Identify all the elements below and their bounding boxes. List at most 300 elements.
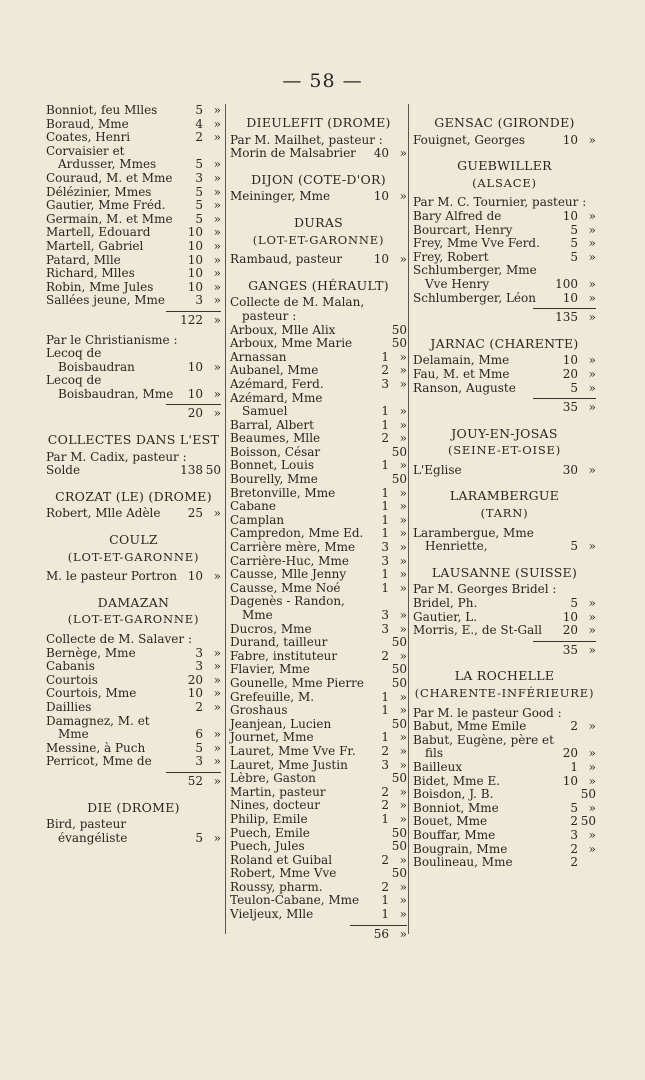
donor-row bbox=[230, 555, 407, 569]
donor-name: Martell, Gabriel bbox=[46, 238, 144, 253]
amount-centimes: » bbox=[399, 252, 407, 267]
total-francs: 56 bbox=[373, 926, 389, 941]
donor-name: Camplan bbox=[230, 512, 285, 527]
amount-francs: 10 bbox=[187, 386, 203, 401]
donor-name: Bouet, Mme bbox=[413, 814, 488, 829]
amount-francs: 2 bbox=[570, 719, 578, 734]
amount-centimes: » bbox=[399, 404, 407, 419]
donor-row bbox=[230, 840, 407, 854]
amount-centimes: » bbox=[588, 366, 596, 381]
amount-centimes: » bbox=[588, 353, 596, 368]
amount-francs: 2 bbox=[381, 431, 389, 446]
amount-centimes: » bbox=[399, 417, 407, 432]
collector-line: Par M. C. Tournier, pasteur : bbox=[413, 195, 587, 210]
donor-name: Carrière-Huc, Mme bbox=[230, 553, 349, 568]
donor-name: Boisdon, J. B. bbox=[413, 787, 494, 802]
amount-centimes: » bbox=[399, 431, 407, 446]
donor-name: Barral, Albert bbox=[230, 417, 314, 432]
entry-block bbox=[413, 159, 596, 325]
region-subheading: (SEINE-ET-OISE) bbox=[447, 443, 562, 458]
total-francs: 135 bbox=[555, 310, 578, 325]
location-heading: DAMAZAN bbox=[97, 594, 170, 610]
donor-name: Causse, Mlle Jenny bbox=[230, 567, 347, 582]
location-heading: DIE (DROME) bbox=[87, 799, 180, 815]
amount-centimes: » bbox=[588, 800, 596, 815]
donor-row bbox=[230, 337, 407, 351]
donor-row bbox=[230, 190, 407, 204]
amount-centimes: » bbox=[399, 648, 407, 663]
total-centimes: » bbox=[588, 310, 596, 325]
amount-francs: 1 bbox=[381, 485, 389, 500]
amount-centimes: 50 bbox=[391, 336, 407, 351]
donor-name: Boulineau, Mme bbox=[413, 855, 513, 870]
donor-row bbox=[413, 788, 596, 802]
region-subheading: (LOT-ET-GARONNE) bbox=[67, 549, 200, 564]
donor-name: Messine, à Puch bbox=[46, 740, 146, 755]
donor-row bbox=[230, 731, 407, 745]
amount-francs: 3 bbox=[381, 757, 389, 772]
column-right bbox=[413, 104, 596, 870]
entry-block bbox=[46, 490, 221, 521]
amount-francs: 3 bbox=[570, 827, 578, 842]
amount-francs: 25 bbox=[187, 506, 203, 521]
amount-centimes: » bbox=[588, 276, 596, 291]
donor-name: Grefeuille, M. bbox=[230, 689, 315, 704]
donor-name: Gautier, Mme Fréd. bbox=[46, 198, 166, 213]
donor-row bbox=[413, 464, 596, 478]
amount-centimes: » bbox=[213, 116, 221, 131]
amount-francs: 30 bbox=[562, 462, 578, 477]
location-heading: CROZAT (LE) (DROME) bbox=[55, 488, 212, 504]
block-total bbox=[350, 925, 407, 942]
donor-name: Martell, Edouard bbox=[46, 225, 151, 240]
amount-francs: 10 bbox=[187, 266, 203, 281]
amount-centimes: » bbox=[213, 645, 221, 660]
donor-row bbox=[413, 134, 596, 148]
donor-name: Daillies bbox=[46, 699, 92, 714]
donor-name: Boisson, César bbox=[230, 444, 321, 459]
donor-name: Bourcart, Henry bbox=[413, 222, 513, 237]
amount-centimes: » bbox=[213, 672, 221, 687]
amount-francs: 1 bbox=[381, 907, 389, 922]
amount-francs: 1 bbox=[381, 811, 389, 826]
amount-centimes: » bbox=[213, 569, 221, 584]
amount-centimes: » bbox=[399, 189, 407, 204]
amount-centimes: » bbox=[399, 363, 407, 378]
donor-name: Bernège, Mme bbox=[46, 645, 136, 660]
donor-row bbox=[46, 818, 221, 845]
donor-row bbox=[46, 213, 221, 227]
donor-name: Corvaisier et Ardusser, Mmes bbox=[46, 143, 157, 172]
donor-name: Azémard, Ferd. bbox=[230, 376, 324, 391]
donor-name: Martin, pasteur bbox=[230, 784, 326, 799]
amount-centimes: 50 bbox=[391, 662, 407, 677]
collector-line: Collecte de M. Malan, pasteur : bbox=[230, 295, 365, 323]
amount-centimes: » bbox=[588, 596, 596, 611]
donor-row bbox=[413, 597, 596, 611]
donor-row bbox=[413, 843, 596, 857]
amount-centimes: » bbox=[213, 386, 221, 401]
donor-row bbox=[230, 691, 407, 705]
location-heading: GUEBWILLER bbox=[457, 158, 552, 174]
donor-row bbox=[230, 392, 407, 419]
entry-block bbox=[413, 116, 596, 147]
donor-name: Cabane bbox=[230, 499, 277, 514]
donor-name: Ducros, Mme bbox=[230, 621, 312, 636]
amount-francs: 1 bbox=[570, 759, 578, 774]
donor-name: Bidet, Mme E. bbox=[413, 773, 501, 788]
block-total bbox=[166, 772, 221, 789]
amount-francs: 2 bbox=[381, 743, 389, 758]
donor-row bbox=[230, 718, 407, 732]
amount-centimes: » bbox=[399, 621, 407, 636]
amount-centimes: » bbox=[213, 157, 221, 172]
donor-name: Lecoq de Boisbaudran bbox=[46, 346, 135, 374]
amount-francs: 1 bbox=[381, 526, 389, 541]
amount-francs: 3 bbox=[195, 170, 203, 185]
donor-name: Roussy, pharm. bbox=[230, 879, 323, 894]
total-centimes: » bbox=[588, 400, 596, 415]
donor-row bbox=[413, 368, 596, 382]
amount-centimes: » bbox=[399, 907, 407, 922]
amount-francs: 2 bbox=[381, 852, 389, 867]
donor-row bbox=[230, 799, 407, 813]
location-heading: LARAMBERGUE bbox=[449, 488, 560, 504]
amount-centimes: » bbox=[399, 608, 407, 622]
amount-francs: 10 bbox=[187, 238, 203, 253]
donor-name: Schlumberger, Mme Vve Henry bbox=[413, 263, 537, 291]
donor-row bbox=[230, 147, 407, 161]
amount-centimes: 50 bbox=[391, 444, 407, 459]
donor-name: Morin de Malsabrier bbox=[230, 146, 356, 161]
amount-centimes: » bbox=[399, 852, 407, 867]
donor-name: Nines, docteur bbox=[230, 798, 320, 813]
donor-row bbox=[230, 704, 407, 718]
amount-centimes: » bbox=[213, 754, 221, 769]
donor-row bbox=[230, 351, 407, 365]
amount-francs: 5 bbox=[570, 380, 578, 395]
amount-francs: 10 bbox=[187, 279, 203, 294]
amount-centimes: » bbox=[588, 623, 596, 638]
donor-name: Lauret, Mme Justin bbox=[230, 757, 348, 772]
donor-row bbox=[230, 364, 407, 378]
amount-centimes: » bbox=[399, 879, 407, 894]
amount-francs: 1 bbox=[381, 512, 389, 527]
total-francs: 122 bbox=[180, 312, 203, 327]
amount-centimes: » bbox=[399, 811, 407, 826]
amount-francs: 4 bbox=[195, 116, 203, 131]
amount-francs: 5 bbox=[570, 539, 578, 554]
amount-centimes: » bbox=[588, 290, 596, 305]
amount-francs: 2 bbox=[195, 699, 203, 714]
amount-centimes: » bbox=[213, 130, 221, 145]
donor-row bbox=[413, 624, 596, 638]
donor-name: Lèbre, Gaston bbox=[230, 771, 316, 786]
collector-line: Par M. Georges Bridel : bbox=[413, 582, 557, 597]
total-francs: 20 bbox=[187, 406, 203, 421]
donor-name: Azémard, Mme Samuel bbox=[230, 390, 323, 419]
total-centimes: » bbox=[213, 312, 221, 327]
amount-centimes: » bbox=[213, 293, 221, 308]
donor-row bbox=[413, 720, 596, 734]
donor-row bbox=[230, 541, 407, 555]
donor-row bbox=[230, 582, 407, 596]
amount-centimes: » bbox=[213, 252, 221, 267]
donor-name: Jeanjean, Lucien bbox=[230, 716, 332, 731]
donor-name: Fau, M. et Mme bbox=[413, 366, 510, 381]
block-total bbox=[533, 398, 596, 415]
amount-centimes: 50 bbox=[391, 472, 407, 487]
donor-row bbox=[230, 473, 407, 487]
entry-block bbox=[230, 173, 407, 204]
amount-centimes: 50 bbox=[391, 866, 407, 881]
entry-block bbox=[46, 433, 221, 478]
donor-row bbox=[46, 674, 221, 688]
donor-name: Schlumberger, Léon bbox=[413, 290, 536, 305]
donor-row bbox=[230, 595, 407, 622]
amount-centimes: » bbox=[399, 485, 407, 500]
block-total bbox=[533, 308, 596, 325]
donor-row bbox=[413, 224, 596, 238]
amount-francs: 6 bbox=[195, 727, 203, 742]
amount-francs: 10 bbox=[562, 773, 578, 788]
amount-francs: 10 bbox=[187, 686, 203, 701]
amount-francs: 10 bbox=[187, 569, 203, 584]
entry-block bbox=[46, 334, 221, 422]
location-heading: GANGES (HÉRAULT) bbox=[248, 277, 389, 293]
donor-name: Boraud, Mme bbox=[46, 116, 129, 131]
donor-name: Courtois, Mme bbox=[46, 686, 137, 701]
amount-centimes: » bbox=[588, 827, 596, 842]
donor-row bbox=[230, 827, 407, 841]
amount-centimes: » bbox=[213, 740, 221, 755]
amount-centimes: » bbox=[213, 266, 221, 281]
donor-name: Cabanis bbox=[46, 659, 95, 674]
donor-row bbox=[46, 267, 221, 281]
donor-name: Larambergue, Mme Henriette, bbox=[413, 525, 534, 554]
amount-francs: 2 bbox=[570, 855, 578, 870]
donor-name: Durand, tailleur bbox=[230, 635, 328, 650]
donor-row bbox=[46, 199, 221, 213]
donor-name: Flavier, Mme bbox=[230, 662, 310, 677]
amount-francs: 3 bbox=[381, 553, 389, 568]
donor-row bbox=[46, 701, 221, 715]
amount-centimes: » bbox=[588, 759, 596, 774]
amount-centimes: 50 bbox=[391, 825, 407, 840]
donor-name: Courtois bbox=[46, 672, 98, 687]
amount-francs: 5 bbox=[570, 249, 578, 264]
amount-francs: 1 bbox=[381, 730, 389, 745]
amount-centimes: » bbox=[399, 540, 407, 555]
donor-name: Puech, Emile bbox=[230, 825, 310, 840]
donor-row bbox=[413, 734, 596, 761]
amount-francs: 2 bbox=[381, 784, 389, 799]
total-centimes: » bbox=[588, 642, 596, 657]
amount-centimes: » bbox=[399, 499, 407, 514]
region-subheading: (ALSACE) bbox=[472, 175, 537, 190]
donor-row bbox=[413, 354, 596, 368]
amount-francs: 5 bbox=[195, 184, 203, 199]
location-heading: DURAS bbox=[293, 214, 344, 230]
donor-name: Groshaus bbox=[230, 703, 288, 718]
donor-name: Lecoq de Boisbaudran, Mme bbox=[46, 373, 174, 401]
donor-name: Bary Alfred de bbox=[413, 208, 502, 223]
donor-row bbox=[46, 186, 221, 200]
entry-block bbox=[413, 337, 596, 415]
donor-row bbox=[230, 636, 407, 650]
location-heading: GENSAC (GIRONDE) bbox=[434, 115, 575, 130]
donor-row bbox=[46, 715, 221, 742]
donor-row bbox=[46, 647, 221, 661]
donor-row bbox=[230, 514, 407, 528]
donor-name: Arnassan bbox=[230, 349, 287, 364]
total-francs: 35 bbox=[562, 642, 578, 657]
amount-centimes: » bbox=[588, 462, 596, 477]
amount-centimes: » bbox=[588, 208, 596, 223]
amount-francs: 10 bbox=[562, 132, 578, 147]
donor-name: Gautier, L. bbox=[413, 609, 478, 624]
total-francs: 52 bbox=[187, 773, 203, 788]
amount-francs: 1 bbox=[381, 499, 389, 514]
donor-row bbox=[46, 131, 221, 145]
donor-name: Couraud, M. et Mme bbox=[46, 170, 173, 185]
amount-centimes: » bbox=[399, 689, 407, 704]
donor-row bbox=[230, 446, 407, 460]
donor-row bbox=[230, 378, 407, 392]
donor-name: Frey, Mme Vve Ferd. bbox=[413, 236, 540, 251]
amount-francs: 2 bbox=[381, 798, 389, 813]
donor-row bbox=[413, 829, 596, 843]
donor-row bbox=[413, 264, 596, 291]
amount-centimes: » bbox=[588, 609, 596, 624]
entry-block bbox=[413, 489, 596, 553]
amount-centimes: » bbox=[588, 380, 596, 395]
donor-row bbox=[46, 570, 221, 584]
entry-block bbox=[230, 279, 407, 942]
entry-block bbox=[413, 566, 596, 658]
donor-name: Bird, pasteur évangéliste bbox=[46, 817, 128, 845]
donor-row bbox=[230, 745, 407, 759]
amount-centimes: » bbox=[213, 359, 221, 374]
amount-francs: 10 bbox=[187, 225, 203, 240]
amount-francs: 2 bbox=[381, 648, 389, 663]
donor-name: Babut, Mme Emile bbox=[413, 719, 527, 734]
amount-centimes: » bbox=[399, 376, 407, 391]
amount-francs: 3 bbox=[381, 608, 389, 622]
amount-centimes: » bbox=[588, 719, 596, 734]
donor-row bbox=[230, 894, 407, 908]
block-total bbox=[166, 404, 221, 421]
total-centimes: » bbox=[213, 773, 221, 788]
location-heading: COULZ bbox=[109, 532, 158, 548]
donor-name: Roland et Guibal bbox=[230, 852, 333, 867]
donor-row bbox=[46, 104, 221, 118]
donor-row bbox=[413, 802, 596, 816]
donor-row bbox=[230, 908, 407, 922]
location-heading: DIEULEFIT (DROME) bbox=[246, 115, 391, 130]
amount-centimes: » bbox=[399, 553, 407, 568]
amount-francs: 2 bbox=[381, 879, 389, 894]
amount-francs: 5 bbox=[195, 198, 203, 213]
donor-name: Coates, Henri bbox=[46, 130, 131, 145]
amount-francs: 138 bbox=[180, 463, 203, 478]
donor-row bbox=[46, 374, 221, 401]
amount-francs: 1 bbox=[381, 893, 389, 908]
amount-francs: 2 bbox=[570, 814, 578, 829]
donor-row bbox=[46, 254, 221, 268]
donor-name: Perricot, Mme de bbox=[46, 754, 152, 769]
amount-centimes: » bbox=[399, 526, 407, 541]
donor-name: Morris, E., de St-Gall bbox=[413, 623, 542, 638]
amount-francs: 3 bbox=[381, 621, 389, 636]
donor-name: Rambaud, pasteur bbox=[230, 252, 343, 267]
donor-row bbox=[413, 251, 596, 265]
donor-row bbox=[413, 815, 596, 829]
donor-name: Bridel, Ph. bbox=[413, 596, 478, 611]
block-total bbox=[533, 641, 596, 658]
amount-centimes: » bbox=[213, 225, 221, 240]
donor-name: M. le pasteur Portron bbox=[46, 569, 177, 584]
location-heading: JARNAC (CHARENTE) bbox=[430, 335, 579, 351]
donor-row bbox=[230, 772, 407, 786]
donor-row bbox=[46, 240, 221, 254]
amount-francs: 3 bbox=[381, 540, 389, 555]
amount-francs: 1 bbox=[381, 689, 389, 704]
donor-row bbox=[46, 294, 221, 308]
amount-francs: 5 bbox=[570, 596, 578, 611]
donor-row bbox=[230, 527, 407, 541]
total-centimes: » bbox=[213, 406, 221, 421]
amount-francs: 100 bbox=[555, 276, 578, 291]
amount-centimes: » bbox=[399, 798, 407, 813]
amount-centimes: » bbox=[213, 170, 221, 185]
entry-block bbox=[46, 533, 221, 584]
column-divider bbox=[225, 104, 226, 934]
amount-centimes: » bbox=[399, 757, 407, 772]
donor-row bbox=[230, 663, 407, 677]
donor-name: Solde bbox=[46, 463, 81, 478]
donor-name: Ranson, Auguste bbox=[413, 380, 516, 395]
collector-line: Par M. Mailhet, pasteur : bbox=[230, 132, 383, 147]
amount-centimes: 50 bbox=[580, 787, 596, 802]
donor-row bbox=[413, 527, 596, 554]
donor-row bbox=[413, 775, 596, 789]
donor-row bbox=[230, 867, 407, 881]
amount-francs: 40 bbox=[373, 146, 389, 161]
donor-row bbox=[46, 464, 221, 478]
donor-row bbox=[46, 347, 221, 374]
amount-francs: 1 bbox=[381, 458, 389, 473]
donor-name: Beaumes, Mlle bbox=[230, 431, 321, 446]
donor-row bbox=[46, 755, 221, 769]
entry-block bbox=[230, 216, 407, 267]
amount-francs: 1 bbox=[381, 349, 389, 364]
donor-name: Bailleux bbox=[413, 759, 463, 774]
amount-centimes: » bbox=[213, 279, 221, 294]
region-subheading: (CHARENTE-INFÉRIEURE) bbox=[414, 686, 595, 700]
donor-row bbox=[230, 786, 407, 800]
amount-francs: 2 bbox=[195, 130, 203, 145]
location-heading: DIJON (COTE-D'OR) bbox=[251, 171, 386, 187]
amount-francs: 10 bbox=[187, 359, 203, 374]
entry-block bbox=[46, 104, 221, 328]
amount-francs: 3 bbox=[381, 376, 389, 391]
amount-centimes: 50 bbox=[391, 675, 407, 690]
amount-centimes: » bbox=[213, 686, 221, 701]
amount-centimes: » bbox=[399, 893, 407, 908]
collector-line: Par M. Cadix, pasteur : bbox=[46, 449, 187, 464]
amount-centimes: 50 bbox=[391, 771, 407, 786]
